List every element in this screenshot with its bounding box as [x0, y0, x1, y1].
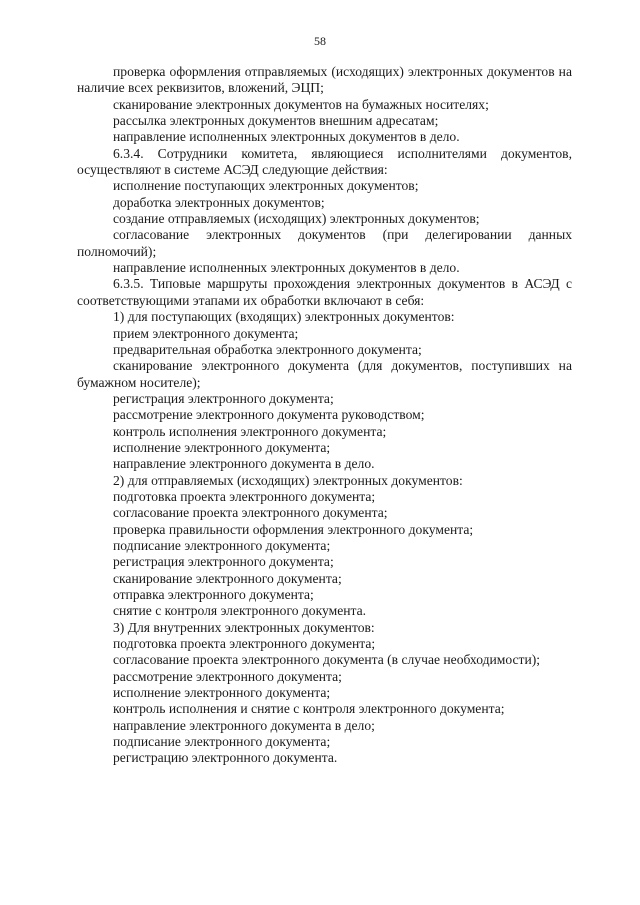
paragraph: предварительная обработка электронного документа;: [113, 341, 422, 357]
paragraph: регистрацию электронного документа.: [113, 750, 338, 766]
paragraph: прием электронного документа;: [113, 325, 299, 341]
paragraph: 6.3.4. Сотрудники комитета, являющиеся исполнителями документов, осуществляют в системе АСЭД следующие действия:: [77, 145, 572, 178]
paragraph: согласование проекта электронного документа;: [113, 505, 388, 521]
paragraph: согласование электронных документов (при делегировании данных полномочий);: [77, 227, 572, 259]
paragraph: проверка правильности оформления электронного документа;: [113, 521, 474, 537]
page-number: 58: [314, 34, 326, 48]
paragraph: контроль исполнения электронного документа;: [113, 423, 387, 439]
paragraph: рассмотрение электронного документа;: [113, 668, 342, 684]
paragraph: исполнение электронного документа;: [113, 685, 331, 701]
paragraph: снятие с контроля электронного документа.: [113, 603, 367, 619]
paragraph: согласование проекта электронного документа (в случае необходимости);: [113, 652, 541, 668]
paragraph: подписание электронного документа;: [113, 537, 331, 553]
paragraph: направление электронного документа в дело;: [113, 717, 375, 733]
paragraph: 1) для поступающих (входящих) электронных документов:: [113, 309, 455, 325]
paragraph: создание отправляемых (исходящих) электронных документов;: [113, 211, 480, 227]
paragraph: подготовка проекта электронного документа;: [113, 488, 376, 504]
paragraph: проверка оформления отправляемых (исходящих) электронных документов на наличие всех реквизитов, вложений, ЭЦП;: [77, 64, 572, 96]
paragraph: исполнение электронного документа;: [113, 439, 331, 455]
paragraph: 2) для отправляемых (исходящих) электронных документов:: [113, 472, 463, 488]
paragraph: регистрация электронного документа;: [113, 554, 334, 570]
paragraph: подготовка проекта электронного документа;: [113, 636, 376, 652]
paragraph: направление исполненных электронных документов в дело.: [113, 260, 460, 276]
paragraph: рассылка электронных документов внешним адресатам;: [113, 113, 439, 129]
document-body: [77, 64, 572, 767]
paragraph: регистрация электронного документа;: [113, 390, 334, 406]
paragraph: рассмотрение электронного документа руководством;: [113, 407, 425, 423]
paragraph: сканирование электронного документа (для документов, поступивших на бумажном носителе);: [77, 358, 572, 390]
paragraph: 6.3.5. Типовые маршруты прохождения электронных документов в АСЭД с соответствующими этапами их обработки включают в себя:: [77, 276, 572, 308]
paragraph: сканирование электронного документа;: [113, 570, 342, 586]
paragraph: контроль исполнения и снятие с контроля электронного документа;: [113, 701, 505, 717]
paragraph: подписание электронного документа;: [113, 734, 331, 750]
paragraph: исполнение поступающих электронных документов;: [113, 178, 419, 194]
paragraph: доработка электронных документов;: [113, 194, 325, 210]
paragraph: 3) Для внутренних электронных документов:: [113, 619, 375, 635]
paragraph: сканирование электронных документов на бумажных носителях;: [113, 96, 489, 112]
paragraph: направление электронного документа в дело.: [113, 456, 375, 472]
paragraph: отправка электронного документа;: [113, 587, 314, 602]
paragraph: направление исполненных электронных документов в дело.: [113, 129, 460, 145]
